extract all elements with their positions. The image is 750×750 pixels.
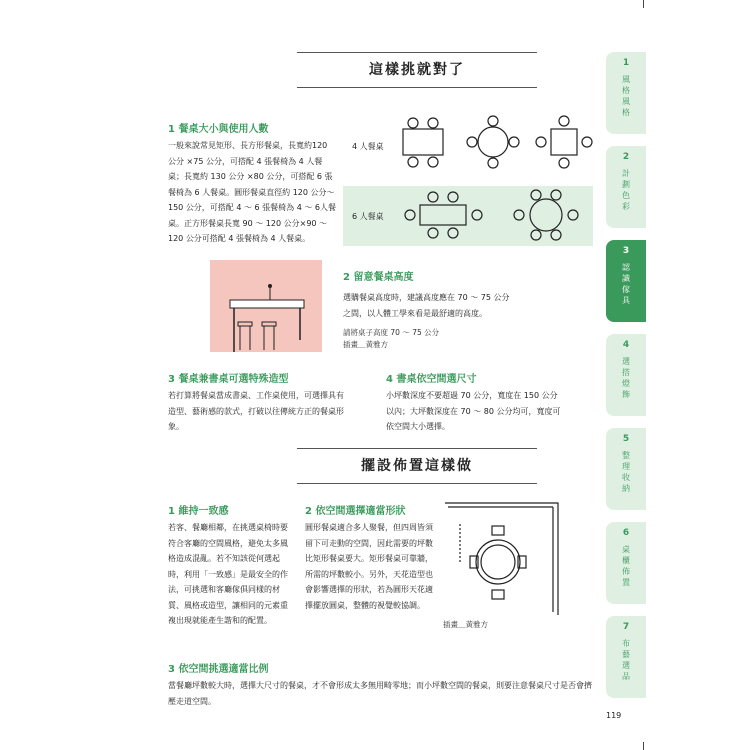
- b2-body: 圓形餐桌適合多人聚餐，但四周皆須留下可走動的空間，因此需要的坪數比矩形餐桌要大。矩形餐桌可靠牆，所需的坪數較小。另外，天花造型也會影響選擇的形狀，若為圓形天花適擇擺放圓桌，整體的視覺較協調。: [305, 523, 433, 610]
- section-title-mid: 擺設佈置這樣做: [297, 448, 537, 484]
- b3-body: 當餐廳坪數較大時，選擇大尺寸的餐桌，才不會形成太多無用畸零地；而小坪數空間的餐桌，則要注意餐桌尺寸是否會擠壓走道空間。: [168, 681, 592, 706]
- section-title-top: 這樣挑就對了: [297, 52, 537, 88]
- s3-heading: 3 餐桌兼書桌可選特殊造型: [168, 374, 289, 385]
- s2-body: 選購餐桌高度時，建議高度應在 70 ～ 75 公分之間，以人體工學來看是最舒適的高度。: [343, 293, 510, 318]
- b2-heading: 2 依空間選擇適當形狀: [305, 506, 406, 517]
- s2-caption-credit: 插畫＿黃雅方: [343, 340, 388, 349]
- tab-chapter-4[interactable]: 4 選搭燈飾: [606, 334, 646, 416]
- round-table-plan: [445, 503, 558, 615]
- table-height-illustration: [210, 260, 322, 352]
- tab-chapter-6[interactable]: 6 桌櫃佈置: [606, 522, 646, 604]
- s1-body: 一般來說常見矩形、長方形餐桌，長寬約120 公分 ×75 公分，可搭配 4 張餐椅為 4 人餐桌；長寬約 130 公分 ×80 公分，可搭配 6 張餐椅為 6 人餐桌。圓形餐桌直徑約 120 公分～150 公分，可搭配 4 ～ 6 張餐椅為 4 ～ 6人餐桌。正方形餐桌長寬 90 ～ 120 公分×90 ～ 120 公分可搭配 4 張餐椅為 4 人餐桌。: [168, 141, 336, 243]
- label-6-seat: 6 人餐桌: [352, 212, 384, 221]
- tab-chapter-2[interactable]: 2 計劃色彩: [606, 146, 646, 228]
- s2-heading: 2 留意餐桌高度: [343, 272, 414, 283]
- page-number: 119: [606, 711, 622, 720]
- b3-heading: 3 依空間挑選適當比例: [168, 664, 269, 675]
- tab-chapter-7[interactable]: 7 布藝選品: [606, 616, 646, 698]
- tab-chapter-5[interactable]: 5 整理收納: [606, 428, 646, 510]
- s4-body: 小坪數深度不要超過 70 公分，寬度在 150 公分以內；大坪數深度在 70 ～ 80 公分均可，寬度可依空間大小選擇。: [386, 391, 561, 431]
- tab-chapter-1[interactable]: 1 風格風格: [606, 52, 646, 134]
- s3-body: 若打算將餐桌當成書桌、工作桌使用，可選擇具有造型、藝術感的款式，打破以往傳統方正的餐桌形象。: [168, 391, 344, 431]
- s4-heading: 4 書桌依空間選尺寸: [386, 374, 477, 385]
- b2-caption-credit: 插畫＿黃雅方: [443, 620, 488, 629]
- s1-heading: 1 餐桌大小與使用人數: [168, 124, 269, 135]
- b1-heading: 1 維持一致感: [168, 506, 229, 517]
- label-4-seat: 4 人餐桌: [352, 142, 384, 151]
- tab-chapter-3[interactable]: 3 認識傢具: [606, 240, 646, 322]
- b1-body: 若客、餐廳相鄰，在挑選桌椅時要符合客廳的空間風格，避免太多風格造成混亂。若不知該從何選起時，利用「一致感」是最安全的作法，可挑選和客廳傢俱同樣的材質、風格或造型，讓相同的元素重複出現就能產生諧和的配置。: [168, 523, 288, 625]
- s2-caption-note: 請將桌子高度 70 ～ 75 公分: [343, 328, 440, 337]
